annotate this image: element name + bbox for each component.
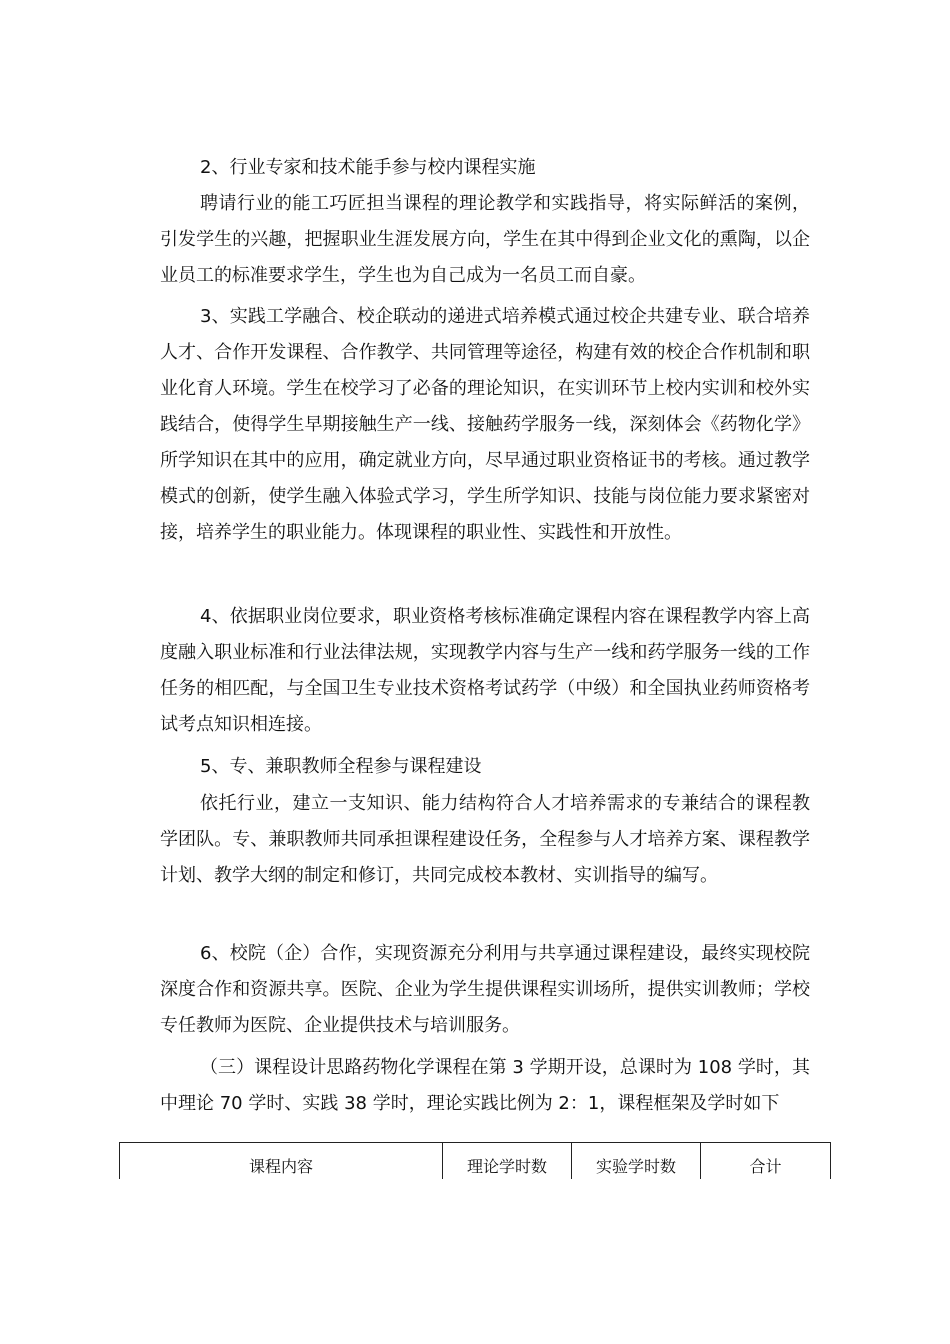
table-header-row bbox=[120, 1143, 831, 1180]
paragraph-section-3: （三）课程设计思路药物化学课程在第 3 学期开设，总课时为 108 学时，其中理论 70 学时、实践 38 学时，理论实践比例为 2：1，课程框架及学时如下 bbox=[160, 1057, 810, 1114]
header-course-content: 课程内容 bbox=[120, 1143, 443, 1180]
paragraph-heading-5: 5、专、兼职教师全程参与课程建设 bbox=[200, 756, 482, 777]
paragraph-heading-3: 3、实践工学融合、校企联动的递进式培养模式通过校企共建专业、联合培养人才、合作开发课程、合作教学、共同管理等途径，构建有效的校企合作机制和职业化育人环境。学生在校学习了必备的理论知识，在实训环节上校内实训和校外实践结合，使得学生早期接触生产一线、接触药学服务一线，深刻体会《药物化学》所学知识在其中的应用，确定就业方向，尽早通过职业资格证书的考核。通过教学模式的创新，使学生融入体验式学习，学生所学知识、技能与岗位能力要求紧密对接，培养学生的职业能力。体现课程的职业性、实践性和开放性。 bbox=[160, 306, 810, 543]
paragraph-heading-2: 2、行业专家和技术能手参与校内课程实施 bbox=[200, 157, 536, 178]
paragraph-expert-teaching: 聘请行业的能工巧匠担当课程的理论教学和实践指导，将实际鲜活的案例，引发学生的兴趣，把握职业生涯发展方向，学生在其中得到企业文化的熏陶，以企业员工的标准要求学生，学生也为自己成为一名员工而自豪。 bbox=[160, 193, 810, 286]
paragraph-heading-6: 6、校院（企）合作，实现资源充分利用与共享通过课程建设，最终实现校院深度合作和资源共享。医院、企业为学生提供课程实训场所，提供实训教师；学校专任教师为医院、企业提供技术与培训服务。 bbox=[160, 943, 810, 1036]
header-lab-hours: 实验学时数 bbox=[572, 1143, 701, 1180]
header-theory-hours: 理论学时数 bbox=[443, 1143, 572, 1180]
header-total: 合计 bbox=[749, 1156, 782, 1176]
paragraph-teaching-team: 依托行业，建立一支知识、能力结构符合人才培养需求的专兼结合的课程教学团队。专、兼职教师共同承担课程建设任务，全程参与人才培养方案、课程教学计划、教学大纲的制定和修订，共同完成校本教材、实训指导的编写。 bbox=[160, 793, 810, 886]
course-hours-table bbox=[119, 1142, 831, 1179]
paragraph-heading-4: 4、依据职业岗位要求，职业资格考核标准确定课程内容在课程教学内容上高度融入职业标准和行业法律法规，实现教学内容与生产一线和药学服务一线的工作任务的相匹配，与全国卫生专业技术资格考试药学（中级）和全国执业药师资格考试考点知识相连接。 bbox=[160, 606, 810, 735]
